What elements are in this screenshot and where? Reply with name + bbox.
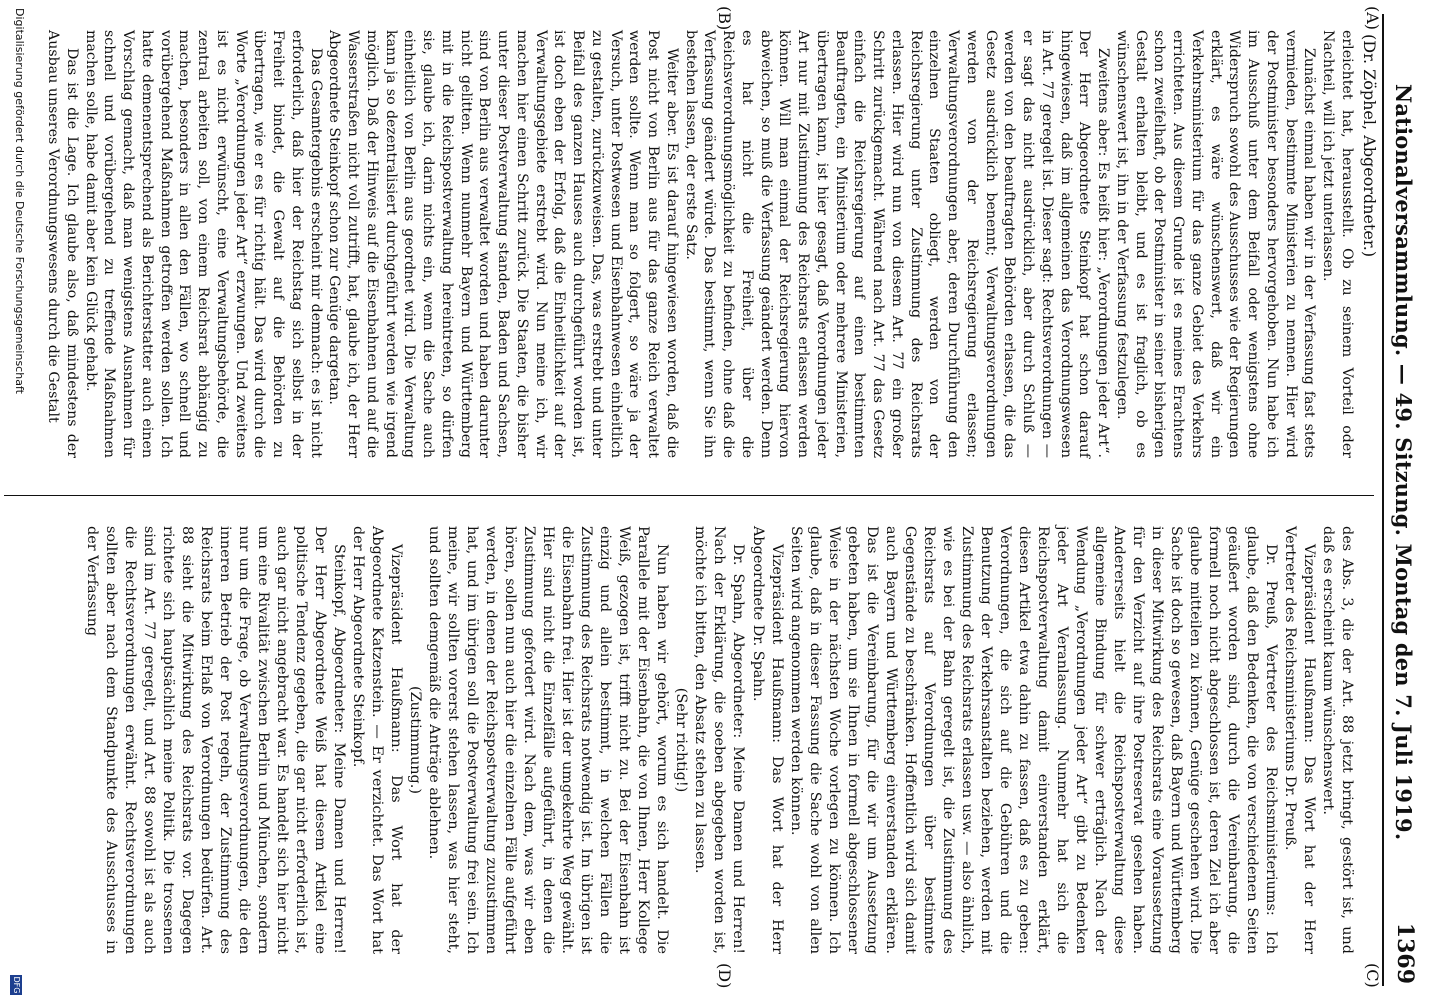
paragraph: Dr. Spahn, Abgeordneter: Meine Damen und Herren! Nach der Erklärung, die soeben abgegeben worden ist, möchte ich bitten, den Absatz stehen zu lassen. — [692, 526, 747, 954]
paragraph: Steinkopf, Abgeordneter: Meine Damen und Herren! Der Herr Abgeordnete Weiß hat diesem Artikel eine politische Tendenz gegeben, die gar nicht erforderlich ist, auch gar nicht angebracht war. Es handelt sich hier nicht um eine Rivalität zwischen Berlin und München, sondern nur um die Frage, ob Verwaltungsverordnungen, die den inneren Betrieb der Post regeln, der Zustimmung des Reichsrats beim Erlaß von Verordnungen bedürfen. Art. 88 sieht die Mitwirkung des Reichsrats vor. Dagegen richtete sich hauptsächlich meine Politik. Die trossenen sind im Art. 77 geregelt, und Art. 88 sowohl ist als auch die Rechtsverordnungen erwähnt. Rechtsverordnungen sollten aber nach dem Standpunkte des Ausschusses in der Verfassung — [83, 526, 348, 954]
left-column — [36, 30, 1356, 458]
digitization-footer — [8, 0, 30, 1000]
paragraph: Dr. Preuß, Vertreter des Reichsministeriums: Ich glaube, daß den Bedenken, die von verschiedenen Seiten geäußert worden sind, durch die Vereinbarung, die formell noch nicht abgeschlossen ist, deren Ziel ich aber glaube mitteilen zu können, Genüge geschehen wird. Die Sache ist doch so gewesen, daß Bayern und Württemberg in dieser Mitwirkung des Reichsrats eine Voraussetzung für den Verzicht auf ihre Postreservat gesehen haben. Andererseits hielt die Reichspostverwaltung diese allgemeine Bindung für schwer erträglich. Nach der Wendung „Verordnungen jeder Art“ gibt zu Bedenken jeder Art Veranlassung. Nunmehr hat sich die Reichspostverwaltung damit einverstanden erklärt, diesen Artikel etwa dahin zu fassen, daß es zu geben: Verordnungen, die sich auf die Gebühren und die Benutzung der Verkehrsanstalten beziehen, werden mit Zustimmung des Reichsrats erlassen usw. — also ähnlich, wie es bei der Bahn geregelt ist, die Zustimmung des Reichsrats auf Verordnungen über bestimmte Gegenstände zu beschränken. Hoffentlich wird sich damit auch Bayern und Württemberg einverstanden erklären. Das ist die Vereinbarung, für die wir um Aussetzung gebeten haben, um sie Ihnen in formell abgeschlossener Weise in der nächsten Woche vorlegen zu können. Ich glaube, daß in dieser Fassung die Sache wohl von allen Seiten wird angenommen werden können. — [787, 526, 1279, 954]
paragraph: Vizepräsident Haußmann: Das Wort hat der Herr Abgeordnete Dr. Spahn. — [749, 526, 785, 954]
page-header — [1382, 14, 1424, 986]
dfg-logo: DFG — [12, 976, 21, 994]
right-column — [36, 526, 1356, 954]
paragraph: des Abs. 3, die der Art. 88 jetzt bringt, gestört ist, und daß es erscheint kaum wünschenswert. — [1319, 526, 1355, 954]
running-speaker: (Dr. Zöphel, Abgeordneter.) — [1360, 34, 1379, 258]
paragraph: Weiter aber. Es ist darauf hingewiesen worden, daß die Post nicht von Berlin aus für das ganze Reich verwaltet werden sollte. Wenn man so folgert, so wäre ja der Versuch, unter Postwesen und Eisenbahnwesen einheitlich zu gestalten, zurückzuweisen. Das, was erstrebt und unter Beifall des ganzen Hauses auch durchgeführt worden ist, ist doch eben der Erfolg, daß die Einheitlichkeit auf der Verwaltungsgebiete erstrebt wird. Nun meine ich, wir machen hier einen Schritt zurück. Die Staaten, die bisher unter dieser Postverwaltung standen, Baden und Sachsen, sind von Berlin aus verwaltet worden und haben darunter nicht gelitten. Wenn nunmehr Bayern und Württemberg mit in die Reichspostverwaltung hereintreten, so dürfen sie, glaube ich, darin nichts ein, wenn die Sache auch einheitlich von Berlin aus geordnet wird. Die Verwaltung kann ja so dezentralisiert durchgeführt werden wie irgend möglich. Daß der Hinweis auf die Eisenbahnen und auf die Wasserstraßen nicht voll zutrifft, hat, glaube ich, der Herr Abgeordnete Steinkopf schon zur Genüge dargetan. — [326, 30, 680, 458]
page-number: 1369 — [1392, 922, 1418, 984]
margin-marker-d: (D) — [715, 963, 734, 989]
header-title: Nationalversammlung. — 49. Sitzung. Montag den 7. Juli 1919. — [1391, 84, 1416, 841]
footer-credit: Digitalisierung gefördert durch die Deutsche Forschungsgemeinschaft — [13, 8, 26, 394]
interjection: (Sehr richtig!) — [673, 687, 690, 793]
paragraph: Zweitens aber: Es heißt hier: „Verordnungen jeder Art“. Der Herr Abgeordnete Steinkopf hat schon darauf hingewiesen, daß im allgemeinen das Verordnungswesen in Art. 77 geregelt ist. Dieser sagt: Rechtsverordnungen — er sagt das nicht ausdrücklich, aber durch Schluß — werden von den beauftragten Behörden erlassen, die das Gesetz ausdrücklich benennt; Verwaltungsverordnungen werden von der Reichsregierung erlassen; Verwaltungsverordnungen aber, deren Durchführung den einzelnen Staaten obliegt, werden von der Reichsregierung unter Zustimmung des Reichsrats erlassen. Hier wird nun von diesem Art. 77 ein großer Schritt zurückgemacht. Während nach Art. 77 das Gesetz einfach die Reichsregierung auf einen bestimmten Beauftragten, ein Ministerium oder mehrere Ministerien, übertragen kann, ist hier gesagt, daß Verordnungen jeder Art nur mit Zustimmung des Reichsrats erlassen werden können. Will man einmal der Reichsregierung hiervon abweichen, so muß die Verfassung geändert werden. Denn es hat nicht die Freiheit, über die Reichsverordnungsmöglichkeit zu befinden, ohne daß die Verfassung geändert würde. Das bestimmt, wenn Sie ihn bestehen lassen, der erste Satz. — [682, 30, 1112, 458]
margin-marker-c: (C) — [1363, 963, 1382, 988]
margin-marker-b: (B) — [715, 6, 734, 31]
paragraph: Nun haben wir gehört, worum es sich handelt. Die Parallele mit der Eisenbahn, die von Ihnen, Herr Kollege Weiß, gezogen ist, trifft nicht zu. Bei der Eisenbahn ist einzig und allein bestimmt, in welchen Fällen die Zustimmung des Reichsrats notwendig ist. Im übrigen ist die Eisenbahn frei. Hier ist der umgekehrte Weg gewählt. Hier sind nicht die Einzelfälle aufgeführt, in denen die Zustimmung gefordert wird. Nach dem, was wir eben hören, sollen nun auch hier die einzelnen Fälle aufgeführt werden, in denen der Reichspostverwaltung zuzustimmen hat, und im übrigen soll die Postverwaltung frei sein. Ich meine, wir sollten vorerst stehen lassen, was hier steht, und sollten demgemäß die Anträge ablehnen. — [426, 526, 671, 954]
paragraph: Vizepräsident Haußmann: Das Wort hat der Abgeordnete Katzenstein. — Er verzichtet. Das Wort hat der Herr Abgeordnete Steinkopf. — [350, 526, 405, 954]
paragraph: erleichtet hat, herausstellt. Ob zu seinem Vorteil oder Nachteil, will ich jetzt unterlassen. — [1320, 30, 1355, 458]
column-divider — [4, 495, 1374, 496]
interjection: (Zustimmung.) — [407, 686, 424, 794]
paragraph: Das Gesamtergebnis erscheint mir demnach: es ist nicht erforderlich, daß hier der Reichstag sich selbst in der Freiheit bindet, die Gewalt auf die Behörden zu übertragen, wie er es für richtig hält. Das wird durch die Worte „Verordnungen jeder Art“ erzwungen. Und zweitens ist es nicht erwünscht, eine Verwaltungsbehörde, die zentral arbeiten soll, von einem Reichsrat abhängig zu machen, besonders in allen den Fällen, wo schnell und vorübergehend Maßnahmen getroffen werden sollen. Ich hatte demenentsprechend als Berichterstatter auch einen Vorschlag gemacht, daß man wenigstens Ausnahmen für schnell und vorübergehend zu treffende Maßnahmen machen solle, habe damit aber kein Glück gehabt. — [82, 30, 324, 458]
margin-marker-a: (A) — [1363, 6, 1382, 31]
paragraph: Vizepräsident Haußmann: Das Wort hat der Herr Vertreter des Reichsministeriums Dr. Preuß. — [1281, 526, 1317, 954]
paragraph: Das ist die Lage. Ich glaube also, daß mindestens der Ausbau unseres Verordnungswesens durch die Gestalt — [45, 30, 80, 458]
paragraph: Zunächst einmal haben wir in der Verfassung fast stets vermieden, bestimmte Ministerien zu nennen. Hier wird der Postminister besonders hervorgehoben. Nun habe ich im Ausschuß unter dem Beifall oder wenigstens ohne Widerspruch sowohl des Ausschusses wie der Regierungen erklärt, es wäre wünschenswert, daß wir ein Verkehrsministerium für das ganze Gebiet des Verkehrs errichteten. Aus diesem Grunde ist es meines Erachtens schon zweifelhaft, ob der Postminister in seiner bisherigen Gestalt erhalten bleibt, und es ist fraglich, ob es wünschenswert ist, ihn in der Verfassung festzulegen. — [1114, 30, 1318, 458]
